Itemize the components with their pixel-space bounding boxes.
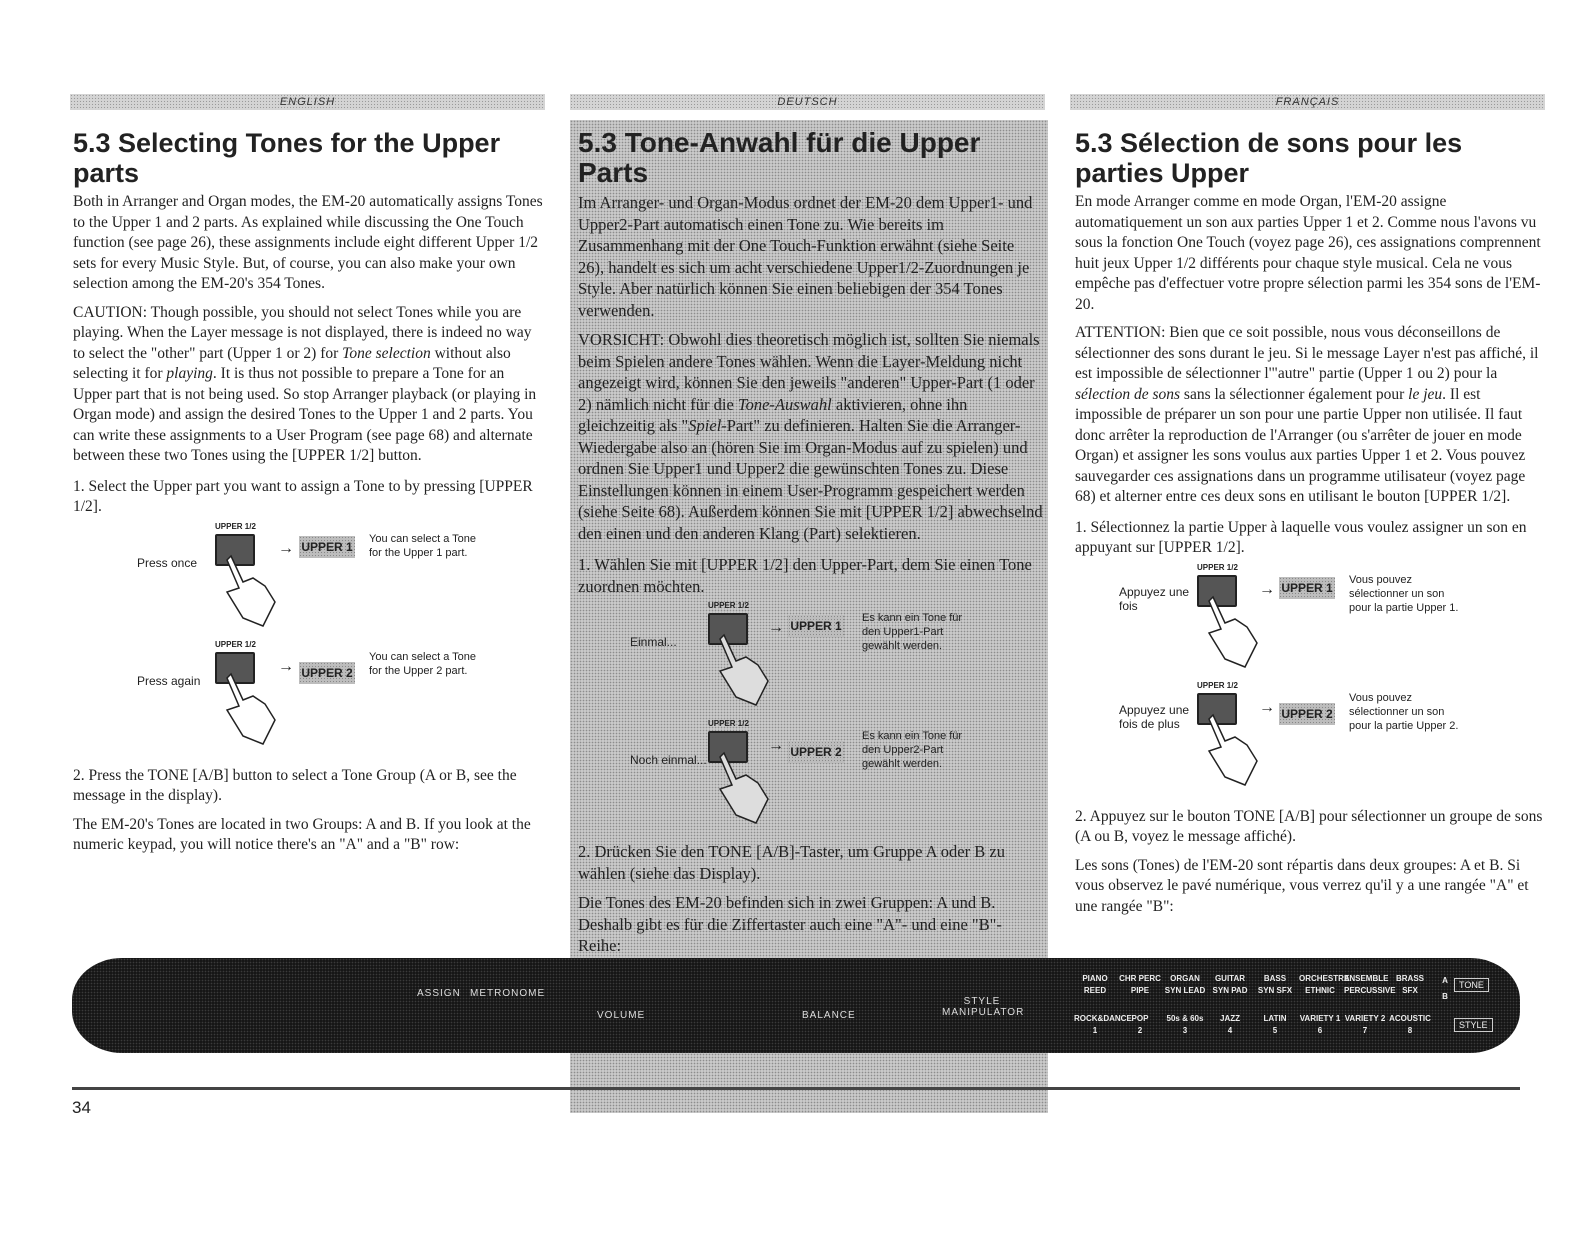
figure-action-label: Einmal... (630, 635, 677, 649)
caution-lead: CAUTION: (73, 303, 148, 321)
figure-appuyez-une-fois (1075, 562, 1545, 679)
figure-description: Vous pouvez sélectionner un son pour la partie Upper 1. (1349, 573, 1459, 614)
footer-rule (72, 1087, 1520, 1090)
tone-group-label: ORGAN (1170, 974, 1200, 983)
row-a-label: A (1442, 976, 1448, 985)
page-number: 34 (72, 1098, 91, 1117)
figure-description: You can select a Tone for the Upper 2 part. (369, 650, 477, 677)
style-manipulator-label: STYLE MANIPULATOR (942, 996, 1025, 1018)
pressing-hand-icon (1205, 711, 1261, 789)
figure-einmal (578, 601, 1043, 717)
keyboard-panel-illustration (72, 958, 1520, 1053)
figure-action-label: Press again (137, 673, 201, 688)
tone-group-label: VARIETY 2 (1344, 1014, 1386, 1023)
tone-group-label: SFX (1402, 986, 1418, 995)
button-caption: UPPER 1/2 (1197, 680, 1238, 690)
metronome-label: METRONOME (470, 988, 546, 999)
display-indicator: UPPER 2 (299, 662, 355, 684)
style-button: STYLE (1454, 1018, 1493, 1032)
tone-group-label: 8 (1407, 1026, 1413, 1035)
display-indicator: UPPER 1 (299, 536, 355, 558)
figure-description: You can select a Tone for the Upper 1 part. (369, 532, 477, 559)
button-caption: UPPER 1/2 (1197, 562, 1238, 572)
intro-paragraph: Im Arranger- und Organ-Modus ordnet der EM-20 dem Upper1- und Upper2-Part automatisch einen Tone zu. Wie bereits im Zusammenhang mit der One Touch-Funktion erwähnt (siehe Seite 26), handelt es sich um acht verschiedene Upper1/2-Zuordnungen je Style. Aber natürlich können Sie einen beliebigen der 354 Tones verwenden. (578, 193, 1033, 320)
arrow-right-icon: → (768, 619, 784, 636)
volume-label: VOLUME (597, 1010, 646, 1021)
button-caption: UPPER 1/2 (708, 601, 749, 610)
display-indicator: UPPER 1 (788, 615, 844, 637)
assign-label: ASSIGN (417, 988, 461, 999)
section-title: 5.3 Tone-Anwahl für die Upper Parts (578, 127, 981, 188)
caution-paragraph: CAUTION: Though possible, you should not select Tones while you are playing. When the Layer message is not displayed, there is indeed no way to select the "other" part (Upper 1 or 2) for Tone selection without also selecting it for playing. It is thus not possible to prepare a Tone for an Upper part that is not being used. So stop Arranger playback (or playing in Organ mode) and assign the desired Tones to the Upper 1 and 2 parts. You can write these assignments to a User Program (see page 68) and alternate between these two Tones using the [UPPER 1/2] button. (73, 303, 537, 464)
tone-group-label: BRASS (1395, 974, 1424, 983)
tone-group-label: 7 (1362, 1026, 1368, 1035)
tone-button: TONE (1454, 978, 1489, 992)
tone-group-label: ROCK&DANCE (1074, 1014, 1132, 1023)
tone-group-label: BASS (1263, 974, 1287, 983)
tone-group-label: 4 (1227, 1026, 1233, 1035)
arrow-right-icon: → (278, 539, 294, 557)
arrow-right-icon: → (1259, 580, 1275, 598)
german-column (578, 128, 1043, 965)
balance-label: BALANCE (802, 1010, 856, 1021)
tone-group-label: REED (1083, 986, 1107, 995)
section-title: 5.3 Sélection de sons pour les parties Upper (1075, 128, 1463, 188)
header-band-francais (1070, 94, 1545, 110)
tone-group-label: ETHNIC (1305, 986, 1335, 995)
figure-description: Vous pouvez sélectionner un son pour la partie Upper 2. (1349, 691, 1459, 732)
figure-action-label: Appuyez une fois (1119, 584, 1190, 613)
pressing-hand-icon (716, 631, 772, 709)
display-indicator: UPPER 2 (1279, 703, 1335, 725)
language-label: ENGLISH (279, 96, 336, 108)
tone-group-label: 5 (1272, 1026, 1278, 1035)
tone-group-label: 3 (1182, 1026, 1188, 1035)
pressing-hand-icon (223, 552, 279, 630)
figure-description: Es kann ein Tone für den Upper1-Part gewählt werden. (862, 612, 963, 652)
tone-group-label: ACOUSTIC (1389, 1014, 1431, 1023)
figure-action-label: Appuyez une fois de plus (1119, 702, 1190, 731)
tone-group-label: 50s & 60s (1166, 1014, 1204, 1023)
tone-group-label: PERCUSSIVE (1344, 986, 1396, 995)
tone-group-label: CHR PERC (1119, 974, 1161, 983)
pressing-hand-icon (1205, 593, 1261, 671)
figure-press-once (73, 521, 543, 638)
step-2: 2. Press the TONE [A/B] button to select a Tone Group (A or B, see the message in the display). (73, 766, 517, 804)
button-caption: UPPER 1/2 (708, 719, 749, 728)
figure-appuyez-une-fois-de-plus (1075, 680, 1545, 797)
language-label: DEUTSCH (777, 96, 838, 108)
step-2: 2. Drücken Sie den TONE [A/B]-Taster, um Gruppe A oder B zu wählen (siehe das Display). (578, 842, 1005, 883)
figure-noch-einmal (578, 719, 1043, 835)
groups-paragraph: The EM-20's Tones are located in two Groups: A and B. If you look at the numeric keypad, you will notice there's an "A" and a "B" row: (73, 815, 531, 853)
row-b-label: B (1442, 992, 1448, 1001)
figure-action-label: Press once (137, 555, 198, 570)
display-indicator: UPPER 1 (1279, 577, 1335, 599)
figure-action-label: Noch einmal... (630, 753, 707, 767)
figure-press-again (73, 639, 543, 756)
tone-group-label: SYN SFX (1257, 986, 1293, 995)
display-indicator: UPPER 2 (788, 741, 844, 763)
tone-group-label: JAZZ (1220, 1014, 1240, 1023)
step-1: 1. Select the Upper part you want to assign a Tone to by pressing [UPPER 1/2]. (73, 477, 533, 515)
tone-group-label: PIPE (1130, 986, 1150, 995)
tone-group-label: SYN PAD (1212, 986, 1248, 995)
tone-group-label: ENSEMBLE (1344, 974, 1389, 983)
step-1: 1. Sélectionnez la partie Upper à laquelle vous voulez assigner un son en appuyant sur [UPPER 1/2]. (1075, 518, 1527, 556)
arrow-right-icon: → (768, 737, 784, 754)
step-2: 2. Appuyez sur le bouton TONE [A/B] pour sélectionner un groupe de sons (A ou B, voyez le message affiché). (1075, 807, 1543, 845)
section-title: 5.3 Selecting Tones for the Upper parts (73, 128, 501, 188)
intro-paragraph: Both in Arranger and Organ modes, the EM-20 automatically assigns Tones to the Upper 1 and 2 parts. As explained while discussing the One Touch function (see page 26), these assignments include eight different Upper 1/2 sets for every Music Style. But, of course, you can also make your own selection among the EM-20's 354 Tones. (73, 193, 543, 292)
button-caption: UPPER 1/2 (215, 521, 256, 531)
tone-group-label: 1 (1092, 1026, 1098, 1035)
tone-group-label: VARIETY 1 (1299, 1014, 1341, 1023)
step-1: 1. Wählen Sie mit [UPPER 1/2] den Upper-Part, dem Sie einen Tone zuordnen möchten. (578, 555, 1032, 596)
tone-group-label: GUITAR (1214, 974, 1246, 983)
arrow-right-icon: → (278, 657, 294, 675)
caution-paragraph: ATTENTION: Bien que ce soit possible, nous vous déconseillons de sélectionner des sons durant le jeu. Si le message Layer n'est pas affiché, il est impossible de sélectionner l'"autre" partie (Upper 1 ou 2) pour la sélection de sons sans la sélectionner également pour le jeu. Il est impossible de préparer un son pour une partie Upper non utilisée. Il faut donc arrêter la reproduction de l'Arranger (ou s'arrêter de jouer en mode Organ) et assigner les sons voulus aux parties Upper 1 et 2. Vous pouvez sauvegarder ces assignations dans un programme utilisateur (voyez page 68) et alterner entre ces deux sons en utilisant le bouton [UPPER 1/2]. (1075, 324, 1539, 505)
groups-paragraph: Les sons (Tones) de l'EM-20 sont répartis dans deux groupes: A et B. Si vous observez le pavé numérique, vous verrez qu'il y a une rangée "A" et une rangée "B": (1075, 856, 1529, 915)
tone-group-label: SYN LEAD (1164, 986, 1206, 995)
pressing-hand-icon (716, 749, 772, 827)
tone-group-label: PIANO (1082, 974, 1108, 983)
tone-group-label: LATIN (1263, 1014, 1287, 1023)
caution-lead: ATTENTION: (1075, 324, 1166, 341)
caution-lead: VORSICHT: (578, 330, 665, 349)
figure-description: Es kann ein Tone für den Upper2-Part gewählt werden. (862, 730, 963, 770)
language-label: FRANÇAIS (1275, 96, 1340, 108)
header-band-deutsch (570, 94, 1045, 110)
groups-paragraph: Die Tones des EM-20 befinden sich in zwei Gruppen: A und B. Deshalb gibt es für die Ziffertaster auch eine "A"- und eine "B"-Reihe: (578, 893, 1002, 955)
caution-paragraph: VORSICHT: Obwohl dies theoretisch möglich ist, sollten Sie niemals beim Spielen andere Tones wählen. Wenn die Layer-Meldung nicht angezeigt wird, können Sie den jeweils "anderen" Upper-Part (1 oder 2) nämlich nicht für die Tone-Auswahl aktivieren, ohne ihn gleichzeitig als "Spiel-Part" zu definieren. Halten Sie die Arranger-Wiedergabe also an (hören Sie im Organ-Modus auf zu spielen) und ordnen Sie Upper1 und Upper2 die gewünschten Tones zu. Diese Einstellungen können in einem User-Programm gespeichert werden (siehe Seite 68). Außerdem können Sie mit [UPPER 1/2] abwechselnd den einen und den anderen Klang (Part) selektieren. (578, 330, 1043, 543)
arrow-right-icon: → (1259, 698, 1275, 716)
tone-group-label: 2 (1137, 1026, 1143, 1035)
tone-group-label: POP (1131, 1014, 1149, 1023)
tone-group-label: 6 (1317, 1026, 1323, 1035)
english-column (73, 128, 543, 864)
header-band-english (70, 94, 545, 110)
button-caption: UPPER 1/2 (215, 639, 256, 649)
intro-paragraph: En mode Arranger comme en mode Organ, l'EM-20 assigne automatiquement un son aux parties Upper 1 et 2. Comme nous l'avons vu sous la fonction One Touch (voyez page 26), ces assignations comprennent huit jeux Upper 1/2 différents pour chaque style musical. Cela ne vous empêche pas d'effectuer votre propre sélection parmi les 354 sons de l'EM-20. (1075, 193, 1541, 313)
french-column (1075, 128, 1545, 925)
pressing-hand-icon (223, 670, 279, 748)
tone-group-label: ORCHESTRA (1299, 974, 1350, 983)
